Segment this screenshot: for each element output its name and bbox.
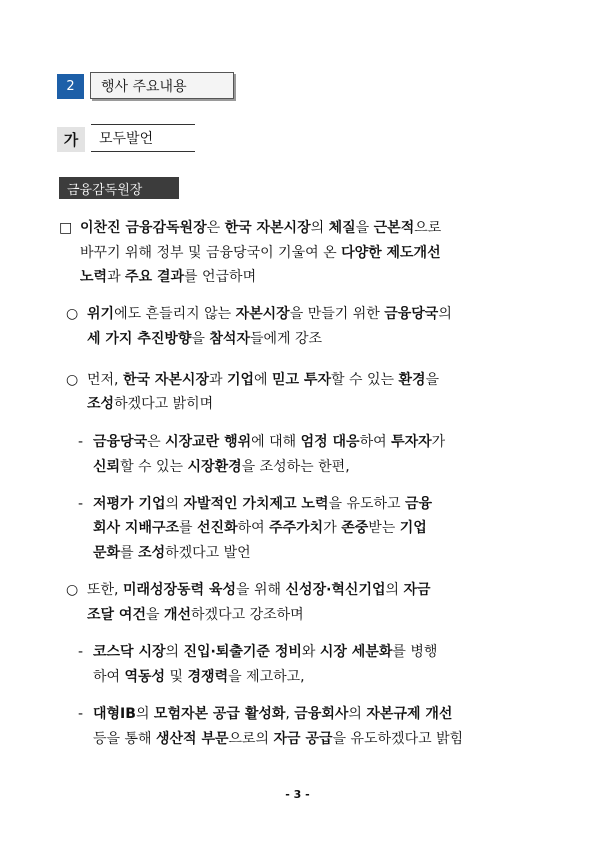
text-line: 노력과 주요 결과를 언급하며 [80, 269, 257, 285]
text-line: 이찬진 금융감독원장은 한국 자본시장의 체질을 근본적으로 [80, 220, 442, 236]
section-number-badge: 2 [57, 74, 84, 99]
text-line: 저평가 기업의 자발적인 가치제고 노력을 유도하고 금융 [93, 496, 433, 512]
text-line: 위기에도 흔들리지 않는 자본시장을 만들기 위한 금융당국의 [87, 306, 452, 322]
text-line: 등을 통해 생산적 부문으로의 자금 공급을 유도하겠다고 밝힘 [93, 731, 464, 747]
text-line: 세 가지 추진방향을 참석자들에게 강조 [87, 331, 323, 347]
circle-bullet: ○ [66, 372, 79, 388]
square-bullet: □ [59, 220, 73, 236]
dash-bullet: - [78, 706, 84, 722]
text-line: 또한, 미래성장동력 육성을 위해 신성장·혁신기업의 자금 [87, 582, 431, 598]
subsection-title: 모두발언 [91, 124, 195, 152]
text-line: 코스닥 시장의 진입·퇴출기준 정비와 시장 세분화를 병행 [93, 644, 438, 660]
text-line: 신뢰할 수 있는 시장환경을 조성하는 한편, [93, 459, 350, 475]
text-line: 하여 역동성 및 경쟁력을 제고하고, [93, 669, 305, 685]
text-line: 조성하겠다고 밝히며 [87, 396, 214, 412]
circle-bullet: ○ [66, 306, 79, 322]
text-line: 조달 여건을 개선하겠다고 강조하며 [87, 607, 304, 623]
text-line: 회사 지배구조를 선진화하여 주주가치가 존중받는 기업 [93, 520, 427, 536]
dash-bullet: - [78, 496, 84, 512]
section-title: 행사 주요내용 [90, 72, 234, 99]
text-line: 대형IB의 모험자본 공급 활성화, 금융회사의 자본규제 개선 [93, 706, 453, 722]
text-line: 문화를 조성하겠다고 발언 [93, 545, 251, 561]
page-number: - 3 - [285, 788, 310, 801]
text-line: 금융당국은 시장교란 행위에 대해 엄정 대응하여 투자자가 [93, 434, 446, 450]
dash-bullet: - [78, 644, 84, 660]
circle-bullet: ○ [66, 582, 79, 598]
subsection-number-badge: 가 [57, 127, 85, 152]
text-line: 바꾸기 위해 정부 및 금융당국이 기울여 온 다양한 제도개선 [80, 245, 441, 261]
speaker-tag: 금융감독원장 [59, 177, 179, 199]
text-line: 먼저, 한국 자본시장과 기업에 믿고 투자할 수 있는 환경을 [87, 372, 440, 388]
dash-bullet: - [78, 434, 84, 450]
